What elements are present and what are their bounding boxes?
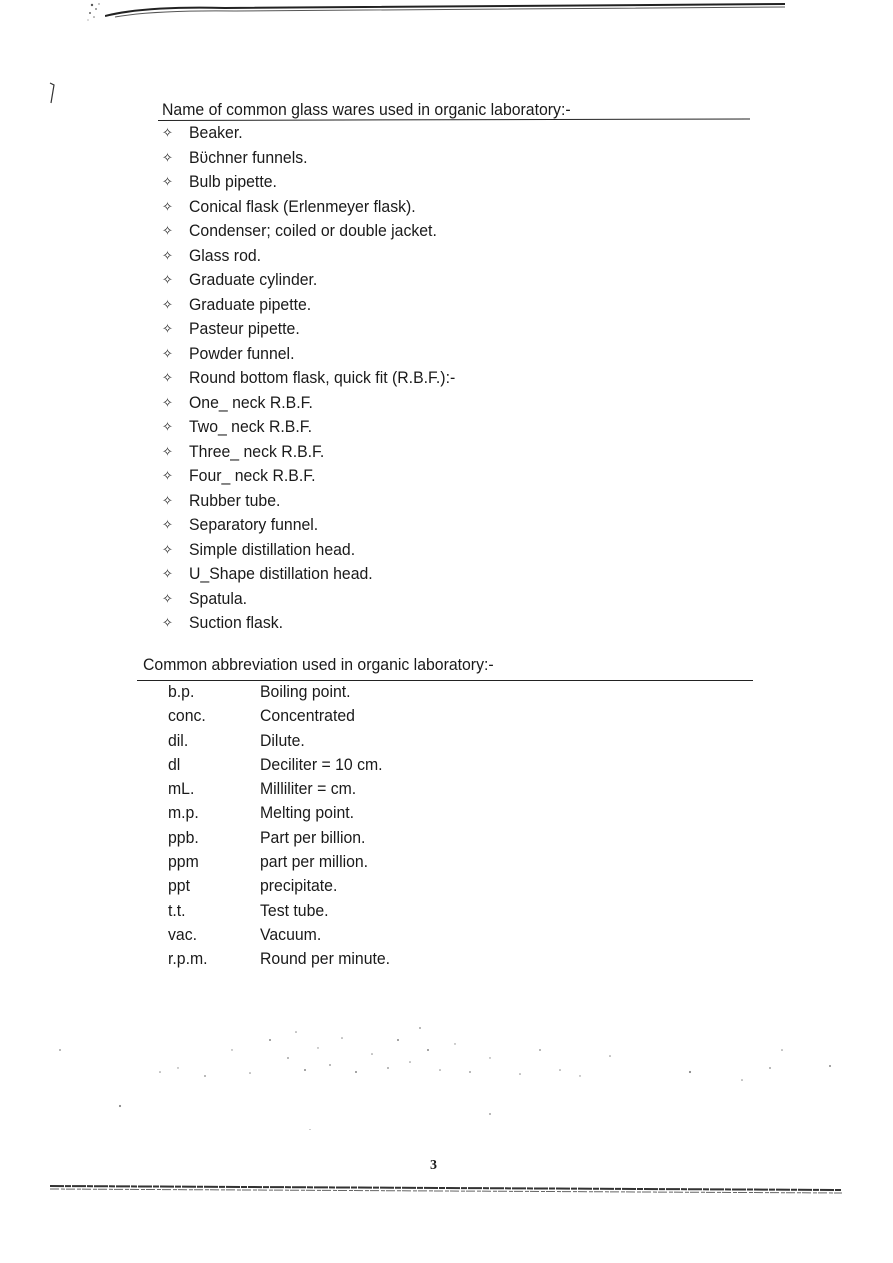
abbreviation-table bbox=[168, 680, 488, 972]
top-border-rule bbox=[105, 2, 785, 18]
abbreviation-meaning: Round per minute. bbox=[260, 949, 391, 969]
bullet-icon: ✧ bbox=[162, 149, 173, 165]
bullet-icon: ✧ bbox=[162, 223, 173, 238]
bottom-border-rule bbox=[50, 1180, 842, 1196]
table-row bbox=[168, 801, 488, 825]
abbreviation-term: ppb. bbox=[168, 827, 199, 847]
bullet-icon: ✧ bbox=[162, 345, 173, 361]
bullet-icon: ✧ bbox=[162, 125, 173, 140]
abbreviation-meaning: Concentrated bbox=[260, 706, 355, 726]
table-row bbox=[168, 704, 488, 728]
abbreviation-meaning: Test tube. bbox=[260, 900, 329, 920]
table-row bbox=[168, 899, 488, 923]
abbreviation-meaning: precipitate. bbox=[260, 876, 338, 896]
list-item: ✧ Conical flask (Erlenmeyer flask). bbox=[162, 195, 475, 220]
list-item: ✧ Beaker. bbox=[162, 121, 475, 146]
table-row bbox=[168, 753, 488, 777]
list-item: ✧ U_Shape distillation head. bbox=[162, 562, 475, 587]
abbreviation-term: dil. bbox=[168, 730, 189, 750]
bullet-icon: ✧ bbox=[162, 590, 173, 606]
list-item: ✧ Graduate cylinder. bbox=[162, 268, 475, 293]
abbreviation-meaning: part per million. bbox=[260, 852, 369, 872]
table-row bbox=[168, 947, 488, 971]
list-item: ✧ Three_ neck R.B.F. bbox=[162, 440, 475, 465]
bullet-icon: ✧ bbox=[162, 370, 173, 385]
glassware-heading: Name of common glass wares used in organic laboratory:- bbox=[162, 100, 571, 119]
abbreviation-meaning: Milliliter = cm. bbox=[260, 779, 357, 799]
bullet-icon: ✧ bbox=[162, 272, 173, 287]
page-number: 3 bbox=[430, 1158, 437, 1173]
list-item: ✧ Powder funnel. bbox=[162, 342, 475, 367]
table-row bbox=[168, 680, 488, 704]
bullet-icon: ✧ bbox=[162, 468, 173, 483]
bullet-icon: ✧ bbox=[162, 247, 173, 263]
bullet-icon: ✧ bbox=[162, 541, 173, 557]
list-item: ✧ One_ neck R.B.F. bbox=[162, 391, 475, 416]
bullet-icon: ✧ bbox=[162, 419, 173, 434]
bullet-icon: ✧ bbox=[162, 198, 173, 214]
bullet-icon: ✧ bbox=[162, 321, 173, 336]
list-item: ✧ Bulb pipette. bbox=[162, 170, 475, 195]
table-row bbox=[168, 850, 488, 874]
list-item: ✧ Two_ neck R.B.F. bbox=[162, 415, 475, 440]
abbreviation-term: m.p. bbox=[168, 803, 199, 823]
scan-noise-decoration bbox=[0, 1010, 893, 1130]
abbreviation-term: t.t. bbox=[168, 900, 186, 920]
table-row bbox=[168, 923, 488, 947]
bullet-icon: ✧ bbox=[162, 394, 173, 410]
table-row bbox=[168, 729, 488, 753]
abbreviation-meaning: Vacuum. bbox=[260, 924, 322, 944]
abbreviation-term: dl bbox=[168, 754, 181, 774]
abbreviation-heading: Common abbreviation used in organic laboratory:- bbox=[143, 655, 494, 674]
bullet-icon: ✧ bbox=[162, 443, 173, 459]
list-item: ✧ Rubber tube. bbox=[162, 489, 475, 514]
margin-pen-mark bbox=[48, 82, 56, 104]
abbreviation-term: vac. bbox=[168, 924, 198, 944]
abbreviation-term: b.p. bbox=[168, 682, 195, 701]
list-item: ✧ Round bottom flask, quick fit (R.B.F.):- bbox=[162, 366, 475, 391]
glassware-list bbox=[162, 121, 475, 636]
list-item: ✧ Four_ neck R.B.F. bbox=[162, 464, 475, 489]
table-row bbox=[168, 777, 488, 801]
abbreviation-meaning: Boiling point. bbox=[260, 682, 351, 701]
table-row bbox=[168, 874, 488, 898]
abbreviation-term: ppt bbox=[168, 876, 190, 896]
list-item: ✧ Glass rod. bbox=[162, 244, 475, 269]
bullet-icon: ✧ bbox=[162, 492, 173, 508]
abbreviation-meaning: Deciliter = 10 cm. bbox=[260, 754, 383, 774]
list-item: ✧ Pasteur pipette. bbox=[162, 317, 475, 342]
abbreviation-term: conc. bbox=[168, 706, 206, 726]
list-item: ✧ Condenser; coiled or double jacket. bbox=[162, 219, 475, 244]
list-item: ✧ Separatory funnel. bbox=[162, 513, 475, 538]
list-item: ✧ Spatula. bbox=[162, 587, 475, 612]
bullet-icon: ✧ bbox=[162, 174, 173, 189]
list-item: ✧ Suction flask. bbox=[162, 611, 475, 636]
abbreviation-meaning: Part per billion. bbox=[260, 827, 366, 847]
abbreviation-term: mL. bbox=[168, 779, 195, 799]
list-item: ✧ Simple distillation head. bbox=[162, 538, 475, 563]
table-row bbox=[168, 826, 488, 850]
abbreviation-meaning: Dilute. bbox=[260, 730, 305, 750]
bullet-icon: ✧ bbox=[162, 566, 173, 581]
abbreviation-meaning: Melting point. bbox=[260, 803, 355, 823]
list-item: ✧ Bϋchner funnels. bbox=[162, 146, 475, 171]
abbreviation-term: r.p.m. bbox=[168, 949, 208, 969]
bullet-icon: ✧ bbox=[162, 517, 173, 532]
abbreviation-term: ppm bbox=[168, 852, 199, 872]
bullet-icon: ✧ bbox=[162, 615, 173, 630]
bullet-icon: ✧ bbox=[162, 296, 173, 312]
list-item: ✧ Graduate pipette. bbox=[162, 293, 475, 318]
